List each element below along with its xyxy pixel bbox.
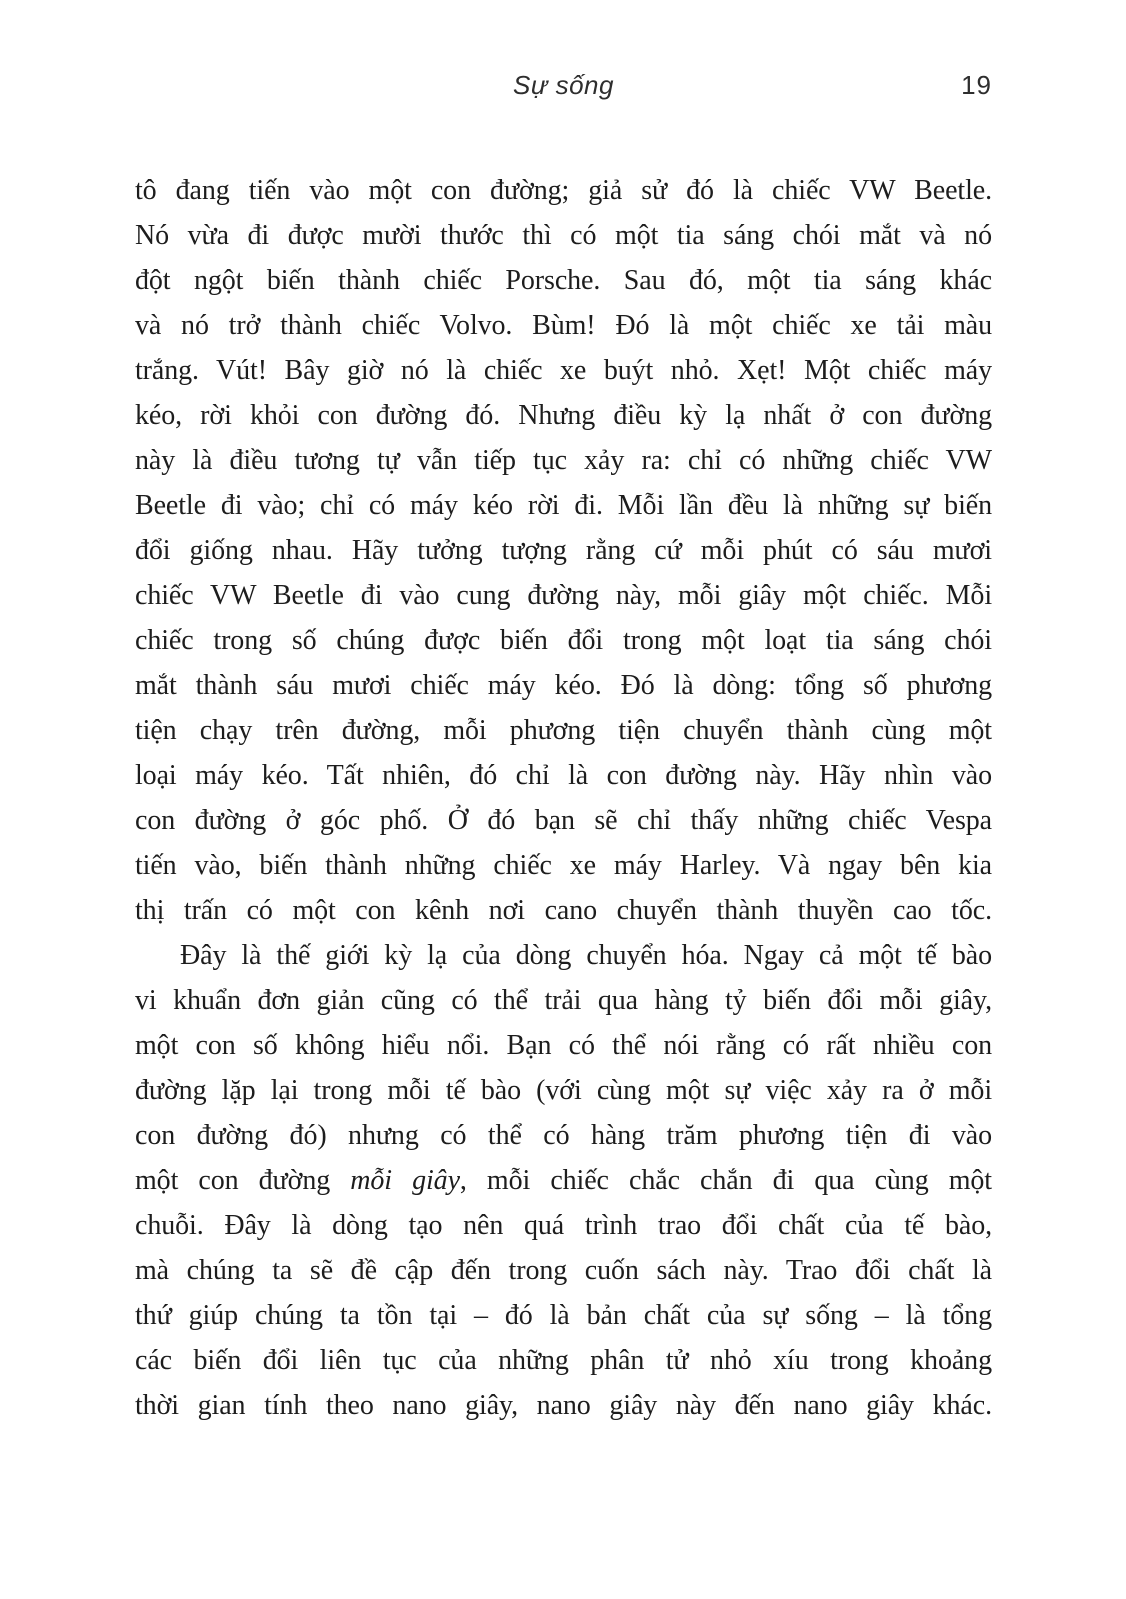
page-header xyxy=(135,70,992,104)
text-segment: thứ giúp chúng ta tồn tại – đó là bản chất của sự sống – là tổng xyxy=(135,1300,992,1331)
text-line xyxy=(135,1023,992,1068)
text-line xyxy=(135,843,992,888)
text-segment: con đường ở góc phố. Ở đó bạn sẽ chỉ thấy những chiếc Vespa xyxy=(135,805,992,836)
text-segment: Nó vừa đi được mười thước thì có một tia sáng chói mắt và nó xyxy=(135,220,992,251)
text-line xyxy=(135,213,992,258)
body-text xyxy=(135,168,992,1428)
text-segment: vi khuẩn đơn giản cũng có thể trải qua hàng tỷ biến đổi mỗi giây, xyxy=(135,985,992,1016)
text-segment: loại máy kéo. Tất nhiên, đó chỉ là con đường này. Hãy nhìn vào xyxy=(135,760,992,791)
text-segment: trắng. Vút! Bây giờ nó là chiếc xe buýt nhỏ. Xẹt! Một chiếc máy xyxy=(135,355,992,386)
text-segment: mà chúng ta sẽ đề cập đến trong cuốn sách này. Trao đổi chất là xyxy=(135,1255,992,1286)
text-segment: chuỗi. Đây là dòng tạo nên quá trình trao đổi chất của tế bào, xyxy=(135,1210,992,1241)
text-line xyxy=(135,1158,992,1203)
text-line xyxy=(135,1293,992,1338)
text-segment: tiến vào, biến thành những chiếc xe máy Harley. Và ngay bên kia xyxy=(135,850,992,881)
text-line xyxy=(135,1338,992,1383)
paragraph xyxy=(135,933,992,1428)
text-line xyxy=(135,348,992,393)
text-segment: thời gian tính theo nano giây, nano giây này đến nano giây khác. xyxy=(135,1390,992,1421)
text-line xyxy=(135,1383,992,1428)
page-number: 19 xyxy=(961,70,992,100)
text-segment: đường lặp lại trong mỗi tế bào (với cùng một sự việc xảy ra ở mỗi xyxy=(135,1075,992,1106)
paragraph xyxy=(135,168,992,933)
text-line xyxy=(135,168,992,213)
running-head-title: Sự sống xyxy=(513,70,614,100)
text-segment: con đường đó) nhưng có thể có hàng trăm phương tiện đi vào xyxy=(135,1120,992,1151)
text-line xyxy=(135,1248,992,1293)
text-line xyxy=(135,618,992,663)
text-line xyxy=(135,888,992,933)
text-line xyxy=(135,708,992,753)
text-segment: này là điều tương tự vẫn tiếp tục xảy ra: chỉ có những chiếc VW xyxy=(135,445,992,476)
text-line xyxy=(135,753,992,798)
text-segment: đột ngột biến thành chiếc Porsche. Sau đó, một tia sáng khác xyxy=(135,265,992,296)
text-line xyxy=(135,978,992,1023)
text-segment: mắt thành sáu mươi chiếc máy kéo. Đó là dòng: tổng số phương xyxy=(135,670,992,701)
text-line xyxy=(135,1068,992,1113)
italic-text: mỗi giây xyxy=(350,1165,460,1196)
text-line xyxy=(135,528,992,573)
text-line xyxy=(135,573,992,618)
text-segment: chiếc trong số chúng được biến đổi trong một loạt tia sáng chói xyxy=(135,625,992,656)
text-line xyxy=(135,483,992,528)
text-segment: tô đang tiến vào một con đường; giả sử đó là chiếc VW Beetle. xyxy=(135,175,992,206)
text-line xyxy=(135,1203,992,1248)
text-segment: tiện chạy trên đường, mỗi phương tiện chuyển thành cùng một xyxy=(135,715,992,746)
text-segment: Đây là thế giới kỳ lạ của dòng chuyển hóa. Ngay cả một tế bào xyxy=(180,940,992,971)
text-line xyxy=(135,303,992,348)
text-segment: đổi giống nhau. Hãy tưởng tượng rằng cứ mỗi phút có sáu mươi xyxy=(135,535,992,566)
text-line xyxy=(135,663,992,708)
text-segment: một con đường xyxy=(135,1165,351,1196)
text-segment: Beetle đi vào; chỉ có máy kéo rời đi. Mỗi lần đều là những sự biến xyxy=(135,490,992,521)
text-line xyxy=(135,258,992,303)
text-segment: và nó trở thành chiếc Volvo. Bùm! Đó là một chiếc xe tải màu xyxy=(135,310,992,341)
text-line xyxy=(135,393,992,438)
text-segment: kéo, rời khỏi con đường đó. Nhưng điều kỳ lạ nhất ở con đường xyxy=(135,400,992,431)
text-segment: chiếc VW Beetle đi vào cung đường này, mỗi giây một chiếc. Mỗi xyxy=(135,580,992,611)
text-segment: các biến đổi liên tục của những phân tử nhỏ xíu trong khoảng xyxy=(135,1345,992,1376)
text-line xyxy=(135,1113,992,1158)
text-line xyxy=(135,438,992,483)
text-line xyxy=(135,933,992,978)
text-segment: một con số không hiểu nổi. Bạn có thể nói rằng có rất nhiều con xyxy=(135,1030,992,1061)
text-segment: , mỗi chiếc chắc chắn đi qua cùng một xyxy=(459,1165,992,1196)
text-segment: thị trấn có một con kênh nơi cano chuyển thành thuyền cao tốc. xyxy=(135,895,992,926)
text-line xyxy=(135,798,992,843)
